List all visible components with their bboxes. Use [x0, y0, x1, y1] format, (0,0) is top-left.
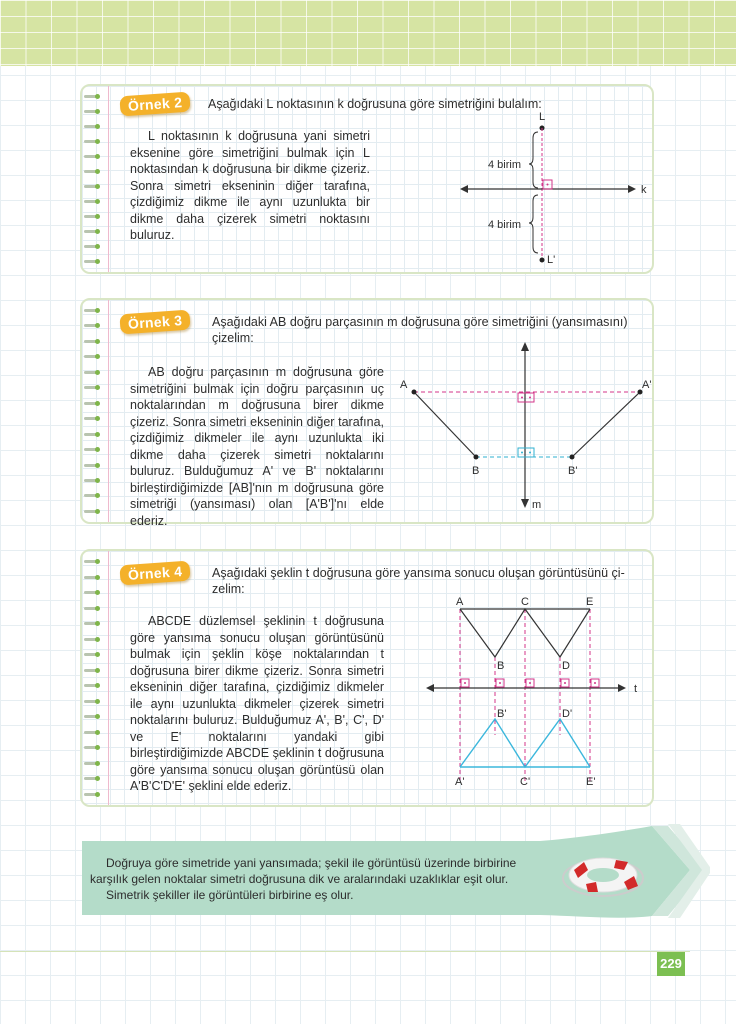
- point-label-A-prime: A': [642, 379, 652, 391]
- point-label-D-prime: D': [562, 708, 573, 720]
- point-label-E: E: [586, 596, 594, 608]
- example-prompt: Aşağıdaki şeklin t doğrusuna göre yansıma sonucu oluşan görüntüsünü çi- zelim:: [212, 566, 625, 596]
- example-explanation: L noktasının k doğrusuna yani simetri eksenine göre simetriğini bulmak için L noktasından k doğrusuna bir dikme çizeriz. Sonra simetri ekseninin diğer tarafına, çizdiğimiz dikme ile aynı uzunlukta bir dikme daha çizerek simetri noktasını buluruz.: [130, 129, 370, 242]
- example-2-panel: [80, 84, 654, 274]
- reflection-point-figure: [442, 108, 652, 268]
- page-number: 229: [657, 952, 685, 976]
- example-prompt: Aşağıdaki AB doğru parçasının m doğrusuna göre simetriğini (yansımasını) çizelim:: [212, 315, 628, 345]
- point-label-B-prime: B': [497, 708, 507, 720]
- lifebuoy-icon: [560, 848, 646, 900]
- margin-line: [108, 551, 109, 805]
- spiral-binding: [84, 94, 104, 264]
- point-label-E-prime: E': [586, 776, 596, 788]
- point-label-B-prime: B': [568, 465, 578, 477]
- image-label-L-prime: L': [547, 254, 556, 266]
- spiral-binding: [84, 559, 104, 797]
- example-4-panel: [80, 549, 654, 807]
- margin-line: [108, 86, 109, 272]
- top-decorative-band: [0, 0, 736, 66]
- example-badge: Örnek 4: [119, 561, 190, 586]
- upper-distance-label: 4 birim: [488, 159, 522, 171]
- margin-line: [108, 300, 109, 522]
- note-text: Doğruya göre simetride yani yansımada; şekil ile görüntüsü üzerinde birbirine karşılık gelen noktalar simetri doğrusuna dik ve aralarındaki uzaklıklar eşit olur. Simetrik şekiller ile görüntüleri birbirine eş olur.: [90, 856, 517, 902]
- example-badge: Örnek 3: [119, 310, 190, 335]
- point-label-D: D: [562, 660, 570, 672]
- segment-reflection-figure: [392, 336, 654, 516]
- point-label-A-prime: A': [455, 776, 465, 788]
- example-explanation: AB doğru parçasının m doğrusuna göre simetriğini bulmak için doğru parçasının uç noktalarından m doğrusuna birer dikme çizeriz. Sonra simetri ekseninin diğer tarafına, çizdiğimiz dikmeler ile aynı uzunlukta iki dikme daha çizerek simetri noktalarını buluruz. Bulduğumuz A' ve B' noktalarını birleştirdiğimizde [AB]'nın m doğrusuna göre simetriği (yansıması) olan [A'B']'nı elde ederiz.: [130, 365, 384, 528]
- point-label-C: C: [521, 596, 529, 608]
- axis-label-t: t: [634, 683, 638, 695]
- summary-note: [82, 841, 602, 915]
- point-label-A: A: [456, 596, 464, 608]
- point-label-C-prime: C': [520, 776, 531, 788]
- point-label-B: B: [472, 465, 480, 477]
- polygon-reflection-figure: [422, 593, 652, 803]
- footer-rule: [0, 951, 690, 952]
- example-prompt: Aşağıdaki L noktasının k doğrusuna göre simetriğini bulalım:: [208, 97, 542, 111]
- point-label-B: B: [497, 660, 505, 672]
- axis-label-k: k: [641, 184, 647, 196]
- point-label-A: A: [400, 379, 408, 391]
- example-3-panel: [80, 298, 654, 528]
- point-label-L: L: [539, 111, 546, 123]
- lower-distance-label: 4 birim: [488, 219, 522, 231]
- axis-label-m: m: [532, 499, 542, 511]
- spiral-binding: [84, 308, 104, 514]
- example-explanation: ABCDE düzlemsel şeklinin t doğrusuna göre yansıma sonucu oluşan görüntüsünü bulmak için şeklin köşe noktalarından t doğrusuna birer dikme çizeriz. Sonra simetri ekseninin diğer tarafına, çizdiğimiz dikmeler ile aynı uzunlukta dikmeler çizerek simetri noktalarını buluruz. Bulduğumuz A', B', C', D' ve E' noktalarını yandaki gibi birleştirdiğimizde ABCDE şeklinin t doğrusuna göre yansıma sonucu oluşan görüntüsü olan A'B'C'D'E' şeklini elde ederiz.: [130, 614, 384, 793]
- example-badge: Örnek 2: [119, 92, 190, 117]
